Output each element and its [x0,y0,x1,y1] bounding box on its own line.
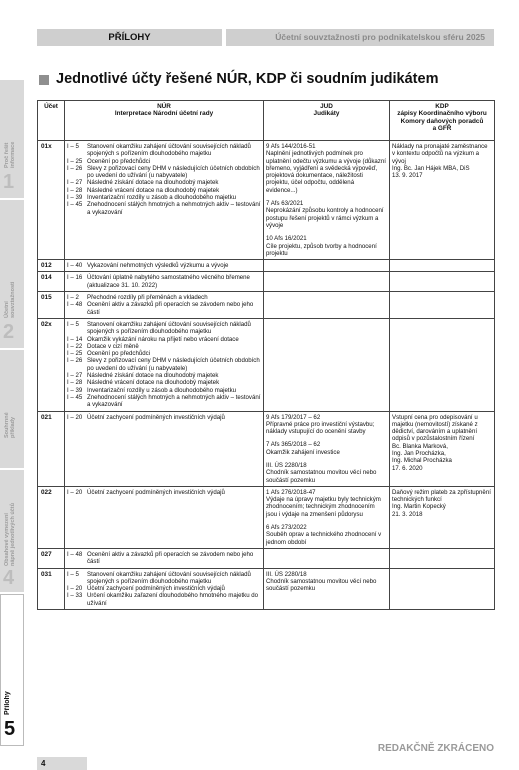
title-square-icon [39,75,49,85]
nur-text: Ocenění po předchůdci [87,350,151,358]
nur-text: Slevy z pořizovací ceny DHM v následujících účetních obdobích po uvedení do užívání (u nabyvatele) [87,164,260,180]
kdp-cell [390,141,495,260]
kdp-cell [390,568,495,609]
jud-cell [264,548,390,568]
nur-text: Okamžik vykázání nároku na přijetí nebo vrácení dotace [87,335,239,343]
nur-item [67,592,261,607]
nur-cell [65,272,264,292]
nur-item [67,158,261,165]
jud-entry: 7 Afs 365/2018 – 62 Okamžik zahájení investice [266,441,340,456]
nur-item [67,294,261,301]
nur-cell [65,411,264,486]
nur-code: I – 5 [67,570,79,578]
nur-code: I – 25 [67,157,83,165]
kdp-entry: Daňový režim plateb za zpřístupnění technických funkcí Ing. Martin Kopecký 21. 3. 2018 [392,488,491,518]
kdp-cell [390,486,495,548]
table-row [38,568,495,609]
kdp-entry: Náklady na pronajaté zaměstnance v kontextu odpočtů na výzkum a vývoj Ing. Bc. Jan Hájek MBA, DiS 13. 9. 2017 [392,143,488,180]
account-number: 022 [38,486,65,548]
nur-code: I – 5 [67,143,79,150]
header-nur: NÚR Interpretace Národní účetní rady [65,101,264,141]
header-kdp: KDP zápisy Koordinačního výboru Komory daňových poradců a GFŘ [390,101,495,141]
nur-item [67,262,261,269]
jud-cell [264,141,390,260]
chapter-number: 5 [4,718,16,740]
page-number: 4 [37,757,87,770]
nur-text: Přechodné rozdíly při přeměnách a vkladech [87,294,208,302]
chapter-sidebar [0,80,24,746]
chapter-tab-3[interactable] [0,350,24,470]
nur-text: Stanovení okamžiku zahájení účtování souvisejících nákladů spojených s pořízením dlouhodobého majetku [87,143,251,158]
kdp-cell [390,411,495,486]
nur-code: I – 48 [67,301,83,309]
nur-item [67,350,261,357]
chapter-label: Účetní souvztažnosti [4,281,16,318]
account-number: 02x [38,318,65,411]
nur-text: Znehodnocení stálých hmotných a nehmotných aktiv – testování a vykazování [87,201,261,216]
jud-entry: 7 Afs 63/2021 Neprokázání způsobu kontroly a hodnocení postupu řešení projektů v rámci výzkum a vývoje [266,200,384,229]
chapter-label: Proč řešit informace [4,141,16,168]
table-row [38,318,495,411]
nur-item [67,343,261,350]
nur-item [67,179,261,186]
jud-cell [264,292,390,319]
nur-text: Slevy z pořizovací ceny DHM v následujících účetních obdobích po uvedení do užívání (u nabyvatele) [87,357,260,372]
jud-cell [264,411,390,486]
nur-code: I – 40 [67,262,83,270]
jud-cell [264,318,390,411]
nur-text: Následné získání dotace na dlouhodobý majetek [87,372,219,380]
nur-cell [65,486,264,548]
header-account: Účet [38,101,65,141]
nur-cell [65,141,264,260]
nur-code: I – 28 [67,186,83,194]
nur-code: I – 26 [67,357,83,365]
account-number: 015 [38,292,65,319]
nur-cell [65,292,264,319]
table-row [38,260,495,272]
nur-item [67,194,261,201]
account-number: 012 [38,260,65,272]
nur-code: I – 20 [67,413,83,421]
jud-entry: 1 Afs 276/2018-47 Výdaje na úpravy majetku byly technickým zhodnocením; technickým zhodnocením jsou i výdaje na zmenšení půdorysu [266,488,381,518]
jud-entry: III. ÚS 2280/18 Chodník samostatnou movitou věcí nebo součástí pozemku [266,461,377,484]
chapter-label: Souhrnné příklady [4,412,16,438]
nur-text: Následné vrácení dotace na dlouhodobý majetek [87,379,220,387]
nur-code: I – 27 [67,372,83,380]
nur-code: I – 20 [67,488,83,496]
nur-code: I – 5 [67,320,79,328]
nur-item [67,551,261,566]
account-number: 021 [38,411,65,486]
nur-item [67,387,261,394]
nur-item [67,165,261,180]
jud-cell [264,486,390,548]
chapter-tab-2[interactable] [0,200,24,350]
jud-cell [264,260,390,272]
nur-code: I – 2 [67,294,79,302]
table-row [38,141,495,260]
nur-code: I – 14 [67,335,83,343]
table-row [38,272,495,292]
nur-code: I – 45 [67,201,83,209]
nur-text: Ocenění po předchůdci [87,157,151,165]
kdp-cell [390,260,495,272]
header-jud: JUD Judikáty [264,101,390,141]
nur-item [67,336,261,343]
nur-code: I – 27 [67,179,83,187]
nur-cell [65,548,264,568]
nur-text: Stanovení okamžiku zahájení účtování souvisejících nákladů spojených s pořízením dlouhodobého majetku [87,320,251,336]
account-number: 01x [38,141,65,260]
nur-item [67,571,261,586]
nur-item [67,143,261,158]
kdp-cell [390,548,495,568]
jud-cell [264,272,390,292]
nur-code: I – 22 [67,342,83,350]
nur-text: Ocenění aktiv a závazků při operacích se závodem nebo jeho částí [87,550,254,566]
chapter-number: 1 [3,171,15,193]
nur-code: I – 26 [67,164,83,172]
account-number: 031 [38,568,65,609]
nur-text: Znehodnocení stálých hmotných a nehmotných aktiv – testování a vykazování [87,393,261,409]
nur-item [67,187,261,194]
nur-code: I – 39 [67,194,83,202]
nur-text: Ocenění aktiv a závazků při operacích se závodem nebo jeho částí [87,301,254,316]
kdp-cell [390,318,495,411]
chapter-tab-4[interactable] [0,470,24,594]
page-title: Jednotlivé účty řešené NÚR, KDP či soudním judikátem [56,71,439,87]
nur-text: Účetní zachycení podmíněných investičních výdajů [87,413,225,421]
nur-text: Dotace v cizí měně [87,342,139,350]
nur-cell [65,568,264,609]
nur-item [67,372,261,379]
nur-cell [65,318,264,411]
nur-code: I – 39 [67,386,83,394]
table-row [38,292,495,319]
abridged-note: REDAKČNĚ ZKRÁCENO [377,743,494,754]
nur-item [67,274,261,289]
nur-text: Následné vrácení dotace na dlouhodobý majetek [87,186,220,194]
table-row [38,548,495,568]
chapter-tab-1[interactable] [0,80,24,200]
nur-item [67,357,261,372]
nur-item [67,414,261,421]
nur-text: Účtování úplatně nabytého samostatného věcného břemene (aktualizace 31. 10. 2022) [87,274,250,289]
nur-code: I – 16 [67,274,83,282]
account-number: 027 [38,548,65,568]
chapter-number: 4 [3,567,15,589]
nur-item [67,379,261,386]
account-number: 014 [38,272,65,292]
jud-cell [264,568,390,609]
chapter-label: Přílohy [4,691,11,715]
nur-text: Inventarizační rozdíly u zásob a dlouhodobého majetku [87,386,237,394]
nur-code: I – 33 [67,592,83,600]
nur-item [67,585,261,592]
nur-item [67,201,261,216]
chapter-tab-5[interactable] [0,594,24,746]
accounts-table [37,100,495,610]
nur-text: Účetní zachycení podmíněných investičních výdajů [87,488,225,496]
jud-entry: 9 Afs 179/2017 – 62 Přípravné práce pro investiční výstavbu; náklady vstupující do ocenění stavby [266,413,375,436]
nur-cell [65,260,264,272]
section-header: PŘÍLOHY [37,29,222,46]
nur-text: Účetní zachycení podmíněných investičních výdajů [87,585,225,593]
publication-title: Účetní souvztažnosti pro podnikatelskou sféru 2025 [226,29,494,46]
kdp-entry: Vstupní cena pro odepisování u majetku (nemovitostí) získané z dědictví, darováním a uplatnění odpisů v pozůstalostním řízení Bc. Blanka Marková, Ing. Jan Procházka, Ing. Michal Procházka 17. 6. 2020 [392,413,478,472]
chapter-label: Obsahové vymezení nápně jednotlivých účtů [4,503,16,566]
jud-entry: III. ÚS 2280/18 Chodník samostatnou movitou věcí nebo součástí pozemku [266,570,377,593]
nur-text: Následné získání dotace na dlouhodobý majetek [87,179,219,187]
nur-text: Inventarizační rozdíly u zásob a dlouhodobého majetku [87,194,237,202]
chapter-number: 2 [3,321,15,343]
jud-entry: 10 Afs 16/2021 Cíle projektu, způsob tvorby a hodnocení projektu [266,235,377,257]
nur-text: Stanovení okamžiku zahájení účtování souvisejících nákladů spojených s pořízením dlouhodobého majetku [87,570,251,585]
nur-code: I – 25 [67,350,83,358]
nur-code: I – 45 [67,393,83,401]
nur-text: Určení okamžiku zařazení dlouhodobého hmotného majetku do užívání [87,592,259,607]
nur-item [67,321,261,336]
nur-item [67,489,261,496]
table-row [38,486,495,548]
nur-item [67,301,261,316]
kdp-cell [390,292,495,319]
nur-code: I – 20 [67,585,83,593]
table-row [38,411,495,486]
nur-item [67,394,261,409]
nur-code: I – 28 [67,379,83,387]
kdp-cell [390,272,495,292]
nur-text: Vykazování nehmotných výsledků výzkumu a vývoje [87,262,229,270]
nur-code: I – 48 [67,550,83,558]
jud-entry: 6 Afs 273/2022 Souběh oprav a technického zhodnocení v jednom období [266,524,382,546]
jud-entry: 9 Afs 144/2016-51 Naplnění jednotlivých podmínek pro uplatnění odečtu výzkumu a vývoje (důkazní břemeno, vyjádření a svědecká výpověď, projektová dokumentace, náležitosti projektu, účel odpočtu, oddělená evidence...) [266,143,386,194]
